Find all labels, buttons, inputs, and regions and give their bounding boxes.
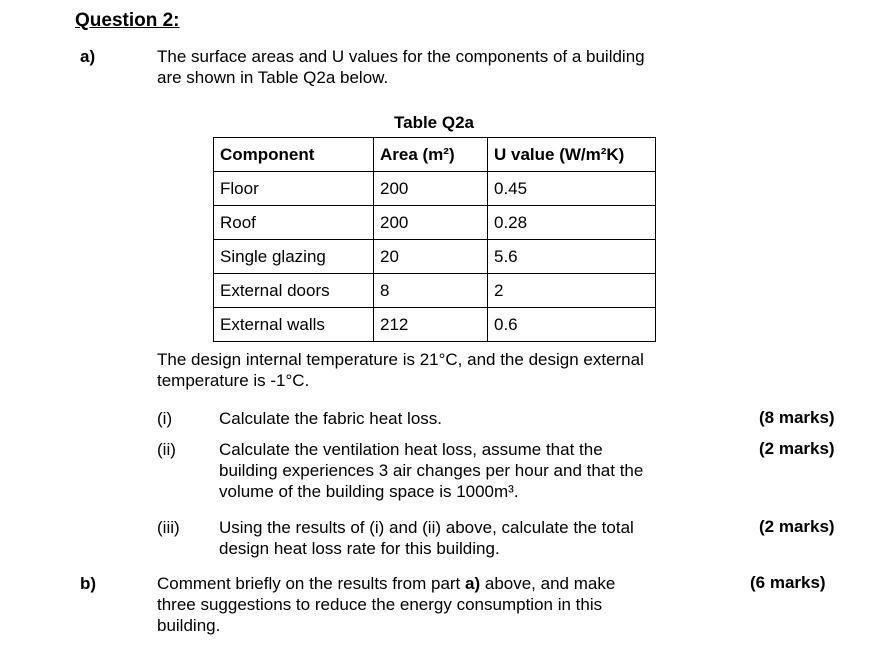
item-ii-text <box>219 439 709 502</box>
cell-component: External doors <box>214 274 374 308</box>
conditions-line-1: The design internal temperature is 21°C, and the design external <box>157 350 644 369</box>
cell-component: Floor <box>214 172 374 206</box>
item-line: design heat loss rate for this building. <box>219 539 500 558</box>
cell-area: 20 <box>374 240 488 274</box>
item-line: volume of the building space is 1000m³. <box>219 482 519 501</box>
part-b-ref: a) <box>465 574 481 593</box>
part-b-line-2: three suggestions to reduce the energy consumption in this <box>157 595 603 614</box>
cell-u-value: 2 <box>488 274 656 308</box>
cell-component: External walls <box>214 308 374 342</box>
part-b-line-1 <box>157 573 717 594</box>
cell-area: 200 <box>374 172 488 206</box>
item-i-number: (i) <box>157 409 173 428</box>
part-a-label: a) <box>80 47 96 66</box>
question-title: Question 2: <box>75 10 180 31</box>
cell-u-value: 5.6 <box>488 240 656 274</box>
item-i-marks: (8 marks) <box>759 408 835 427</box>
cell-area: 200 <box>374 206 488 240</box>
cell-area: 8 <box>374 274 488 308</box>
cell-u-value: 0.45 <box>488 172 656 206</box>
item-iii-marks: (2 marks) <box>759 517 835 536</box>
table-row <box>214 206 656 240</box>
item-line: Calculate the fabric heat loss. <box>219 409 443 428</box>
part-b-line-1-pre: Comment briefly on the results from part <box>157 574 466 593</box>
item-ii-number: (ii) <box>157 440 176 459</box>
cell-area: 212 <box>374 308 488 342</box>
table-caption: Table Q2a <box>394 113 474 132</box>
cell-u-value: 0.6 <box>488 308 656 342</box>
part-b-line-1-post: above, and make <box>480 574 616 593</box>
cell-component: Single glazing <box>214 240 374 274</box>
table-row <box>214 274 656 308</box>
conditions-line-2: temperature is -1°C. <box>157 371 310 390</box>
part-b-label: b) <box>80 574 97 593</box>
item-line: Using the results of (i) and (ii) above, calculate the total <box>219 518 634 537</box>
item-iii-number: (iii) <box>157 518 180 537</box>
part-a-intro <box>157 46 645 88</box>
intro-line-1: The surface areas and U values for the components of a building <box>157 47 645 66</box>
table-header-row <box>214 138 656 172</box>
item-iii-text <box>219 517 709 559</box>
header-component: Component <box>214 138 374 172</box>
item-line: Calculate the ventilation heat loss, assume that the <box>219 440 603 459</box>
table-row <box>214 172 656 206</box>
table-row <box>214 240 656 274</box>
item-ii-marks: (2 marks) <box>759 439 835 458</box>
part-b-line-3: building. <box>157 616 221 635</box>
header-u-value: U value (W/m²K) <box>488 138 656 172</box>
design-conditions <box>157 349 644 391</box>
part-b-marks: (6 marks) <box>750 573 826 592</box>
item-line: building experiences 3 air changes per hour and that the <box>219 461 644 480</box>
cell-component: Roof <box>214 206 374 240</box>
header-area: Area (m²) <box>374 138 488 172</box>
components-table <box>213 137 656 342</box>
table-row <box>214 308 656 342</box>
part-b-text <box>157 573 717 636</box>
cell-u-value: 0.28 <box>488 206 656 240</box>
intro-line-2: are shown in Table Q2a below. <box>157 68 389 87</box>
item-i-text <box>219 408 709 429</box>
